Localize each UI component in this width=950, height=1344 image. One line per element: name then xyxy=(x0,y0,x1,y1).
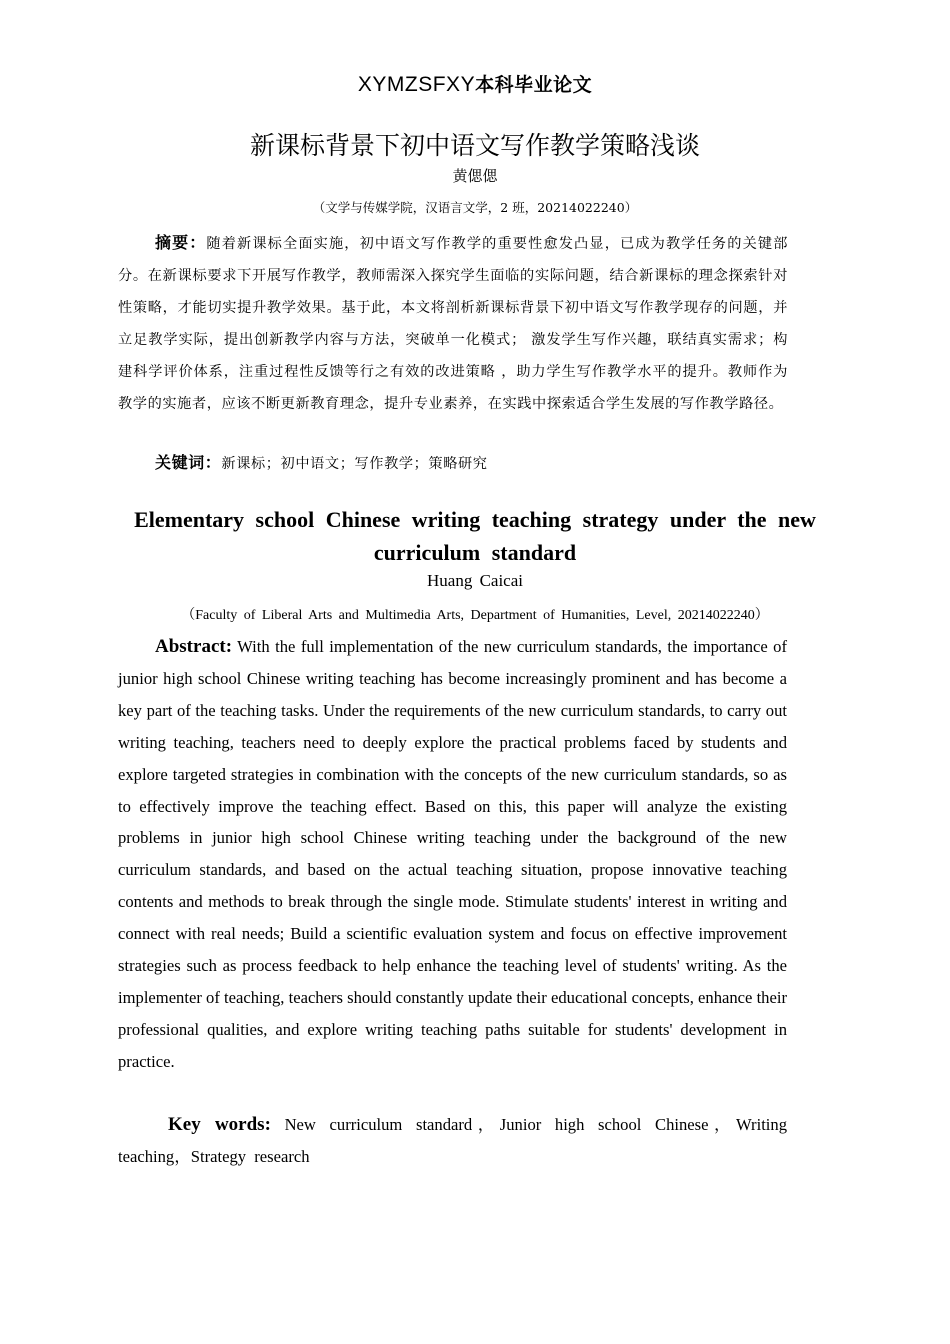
english-title: Elementary school Chinese writing teaching strategy under the new curriculum standard xyxy=(134,507,816,565)
document-header xyxy=(0,70,950,97)
english-abstract-label: Abstract: xyxy=(155,636,233,657)
school-code: XYMZSFXY xyxy=(357,73,476,96)
english-author: Huang Caicai xyxy=(427,571,523,590)
english-abstract xyxy=(118,631,787,1078)
english-abstract-text: With the full implementation of the new curriculum standards, the importance of junior high school Chinese writing teaching has become increasingly prominent and has become a key part of the teaching tasks. Under the requirements of the new curriculum standards, to carry out writing teaching, teachers need to deeply explore the practical problems faced by students and explore targeted strategies in combination with the concepts of the new curriculum standards, so as to effectively improve the teaching effect. Based on this, this paper will analyze the existing problems in junior high school Chinese writing teaching under the background of the new curriculum standards, and based on the actual teaching situation, propose innovative teaching contents and methods to break through the single mode. Stimulate students' interest in writing and connect with real needs; Build a scientific evaluation system and focus on effective improvement strategies such as process feedback to help enhance the teaching level of students' writing. As the implementer of teaching, teachers should constantly update their educational concepts, enhance their professional qualities, and explore writing teaching paths suitable for students' development in practice. xyxy=(118,637,787,1071)
english-keywords-label: Key words: xyxy=(168,1114,271,1135)
chinese-affiliation: （文学与传媒学院，汉语言文学，2 班，20214022240） xyxy=(312,200,638,215)
english-keywords xyxy=(118,1109,787,1173)
chinese-author: 黄偲偲 xyxy=(452,167,498,185)
chinese-abstract xyxy=(118,227,788,420)
chinese-title: 新课标背景下初中语文写作教学策略浅谈 xyxy=(249,131,700,160)
thesis-type-label: 本科毕业论文 xyxy=(475,74,593,96)
english-affiliation: （Faculty of Liberal Arts and Multimedia Arts, Department of Humanities, Level, 20214022240） xyxy=(181,608,769,623)
chinese-abstract-text: 随着新课标全面实施，初中语文写作教学的重要性愈发凸显，已成为教学任务的关键部分。在新课标要求下开展写作教学，教师需深入探究学生面临的实际问题，结合新课标的理念探索针对性策略，才能切实提升教学效果。基于此，本文将剖析新课标背景下初中语文写作教学现存的问题，并立足教学实际，提出创新教学内容与方法，突破单一化模式； 激发学生写作兴趣，联结真实需求；构建科学评价体系，注重过程性反馈等行之有效的改进策略 ，助力学生写作教学水平的提升。教师作为教学的实施者，应该不断更新教育理念，提升专业素养，在实践中探索适合学生发展的写作教学路径。 xyxy=(118,236,788,412)
chinese-keywords-text: 新课标；初中语文；写作教学；策略研究 xyxy=(221,456,488,472)
chinese-keywords-label: 关键词： xyxy=(155,453,222,472)
chinese-abstract-label: 摘要： xyxy=(155,233,207,252)
english-keywords-text: New curriculum standard，Junior high school Chinese，Writing teaching，Strategy research xyxy=(118,1115,788,1166)
chinese-keywords xyxy=(155,448,795,479)
